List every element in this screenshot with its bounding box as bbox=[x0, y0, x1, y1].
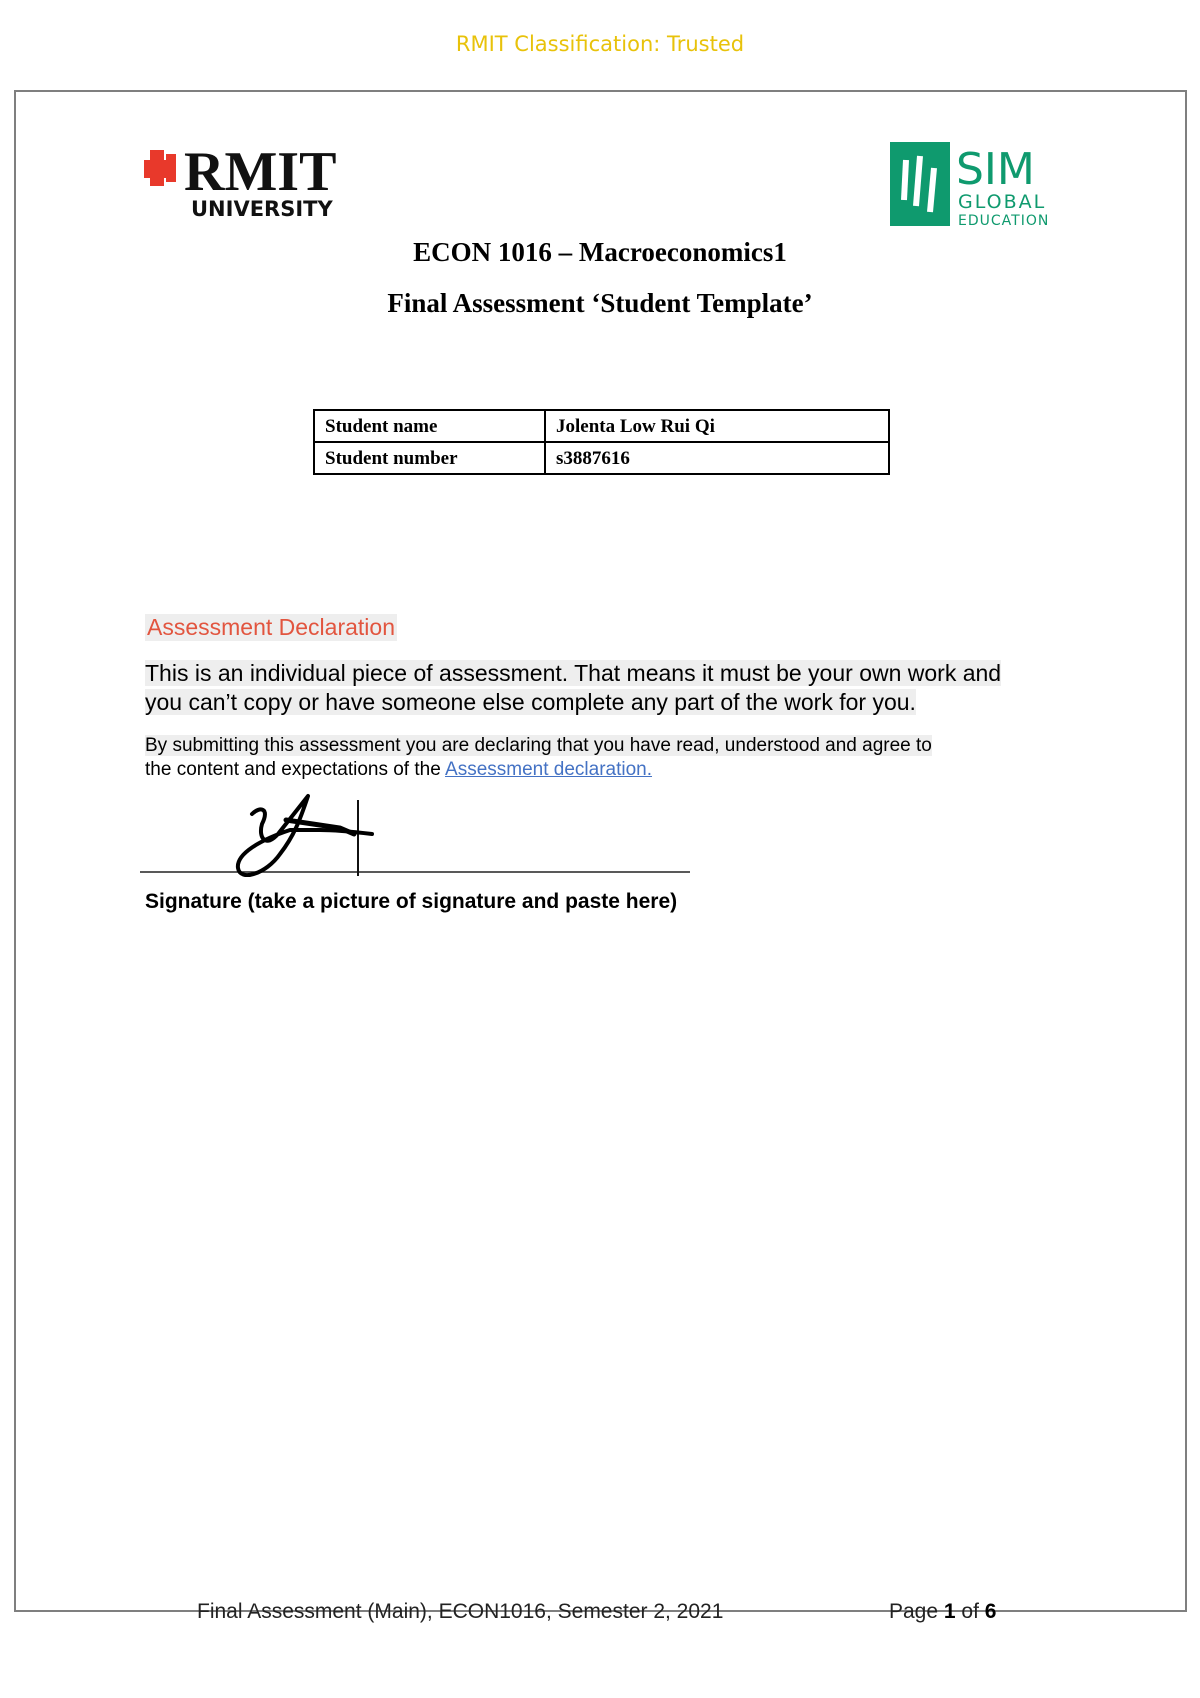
declaration-line-2: you can’t copy or have someone else complete any part of the work for you. bbox=[145, 689, 916, 715]
student-name-value: Jolenta Low Rui Qi bbox=[545, 410, 889, 442]
agreement-line-1: By submitting this assessment you are declaring that you have read, understood and agree to bbox=[145, 735, 932, 756]
assessment-title: Final Assessment ‘Student Template’ bbox=[387, 288, 813, 318]
footer-page-of: of bbox=[961, 1600, 979, 1623]
footer-page-word: Page bbox=[889, 1600, 939, 1623]
declaration-paragraph bbox=[145, 659, 1065, 717]
student-number-value: s3887616 bbox=[545, 442, 889, 474]
declaration-heading: Assessment Declaration bbox=[147, 614, 395, 640]
agreement-line-2: the content and expectations of the bbox=[145, 759, 446, 780]
footer-page-number bbox=[889, 1600, 996, 1624]
footer-page-total: 6 bbox=[984, 1600, 997, 1623]
assessment-declaration-link[interactable]: Assessment declaration. bbox=[445, 759, 653, 780]
student-number-label: Student number bbox=[314, 442, 545, 474]
declaration-line-1: This is an individual piece of assessment. That means it must be your own work and bbox=[145, 660, 1002, 686]
footer-course-info: Final Assessment (Main), ECON1016, Semester 2, 2021 bbox=[197, 1600, 724, 1623]
course-title: ECON 1016 – Macroeconomics1 bbox=[413, 237, 787, 267]
sim-logo-global: GLOBAL bbox=[958, 191, 1047, 213]
sim-logo-text: SIM bbox=[956, 144, 1035, 195]
signature-caption: Signature (take a picture of signature and paste here) bbox=[145, 890, 678, 913]
rmit-logo bbox=[144, 140, 344, 230]
footer-page-current: 1 bbox=[943, 1600, 956, 1623]
declaration-agreement bbox=[145, 734, 1045, 782]
classification-label: RMIT Classification: Trusted bbox=[455, 32, 745, 56]
table-row bbox=[314, 442, 889, 474]
rmit-logo-text: RMIT bbox=[184, 141, 337, 203]
student-name-label: Student name bbox=[314, 410, 545, 442]
sim-logo-education: EDUCATION bbox=[958, 213, 1050, 229]
table-row bbox=[314, 410, 889, 442]
rmit-pixel-icon bbox=[144, 150, 176, 186]
signature-image bbox=[140, 790, 700, 890]
sim-logo bbox=[890, 140, 1070, 230]
student-info-table bbox=[313, 409, 890, 475]
rmit-logo-subtext: UNIVERSITY bbox=[191, 197, 333, 221]
